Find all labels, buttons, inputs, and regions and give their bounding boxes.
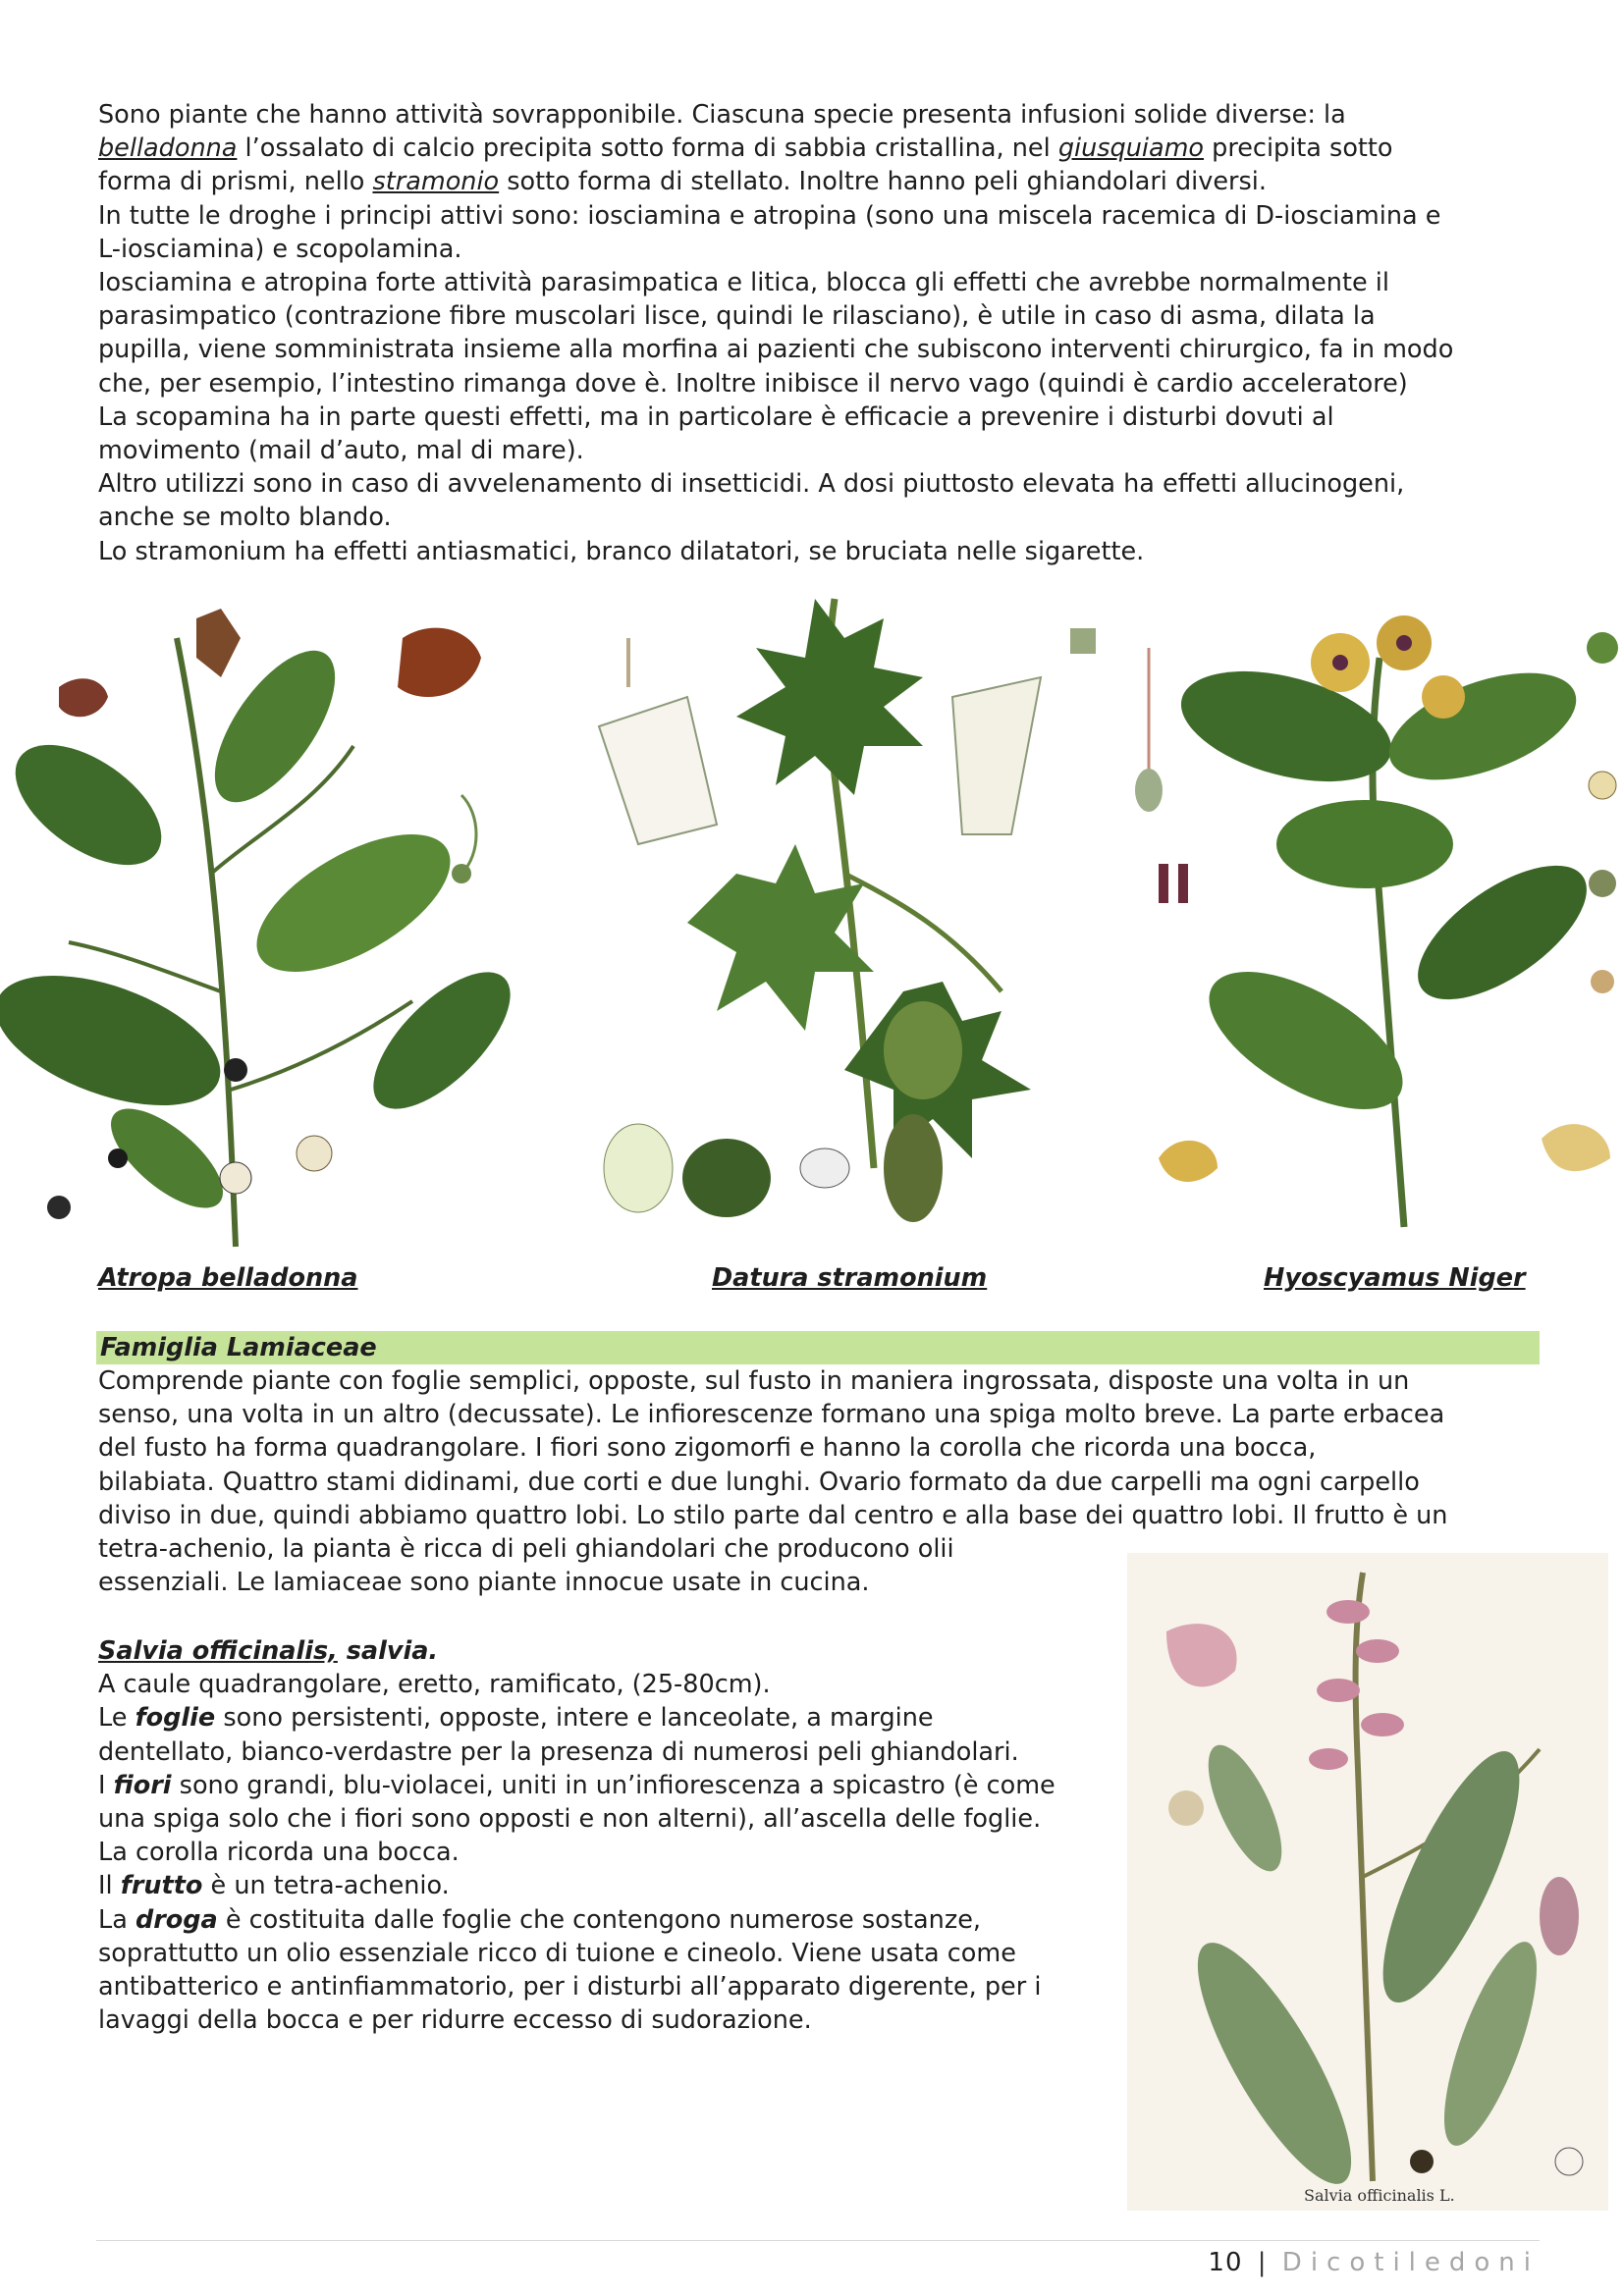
lamiaceae-line: bilabiata. Quattro stami didinami, due corti e due lunghi. Ovario formato da due carpelli ma ogni carpello [98, 1467, 1420, 1497]
salvia-plate-label: Salvia officinalis L. [1304, 2186, 1455, 2205]
salvia-title [98, 1634, 1110, 1668]
salvia-line: soprattutto un olio essenziale ricco di tuione e cineolo. Viene usata come [98, 1938, 1016, 1968]
caption-belladonna: Atropa belladonna [98, 1263, 358, 1293]
intro-line: pupilla, viene somministrata insieme alla morfina ai pazienti che subiscono interventi chirurgico, fa in modo [98, 335, 1454, 365]
caption-datura: Datura stramonium [712, 1263, 988, 1293]
footer-separator: | [1257, 2248, 1268, 2277]
salvia-text: è costituita dalle foglie che contengono numerose sostanze, [217, 1904, 981, 1935]
lamiaceae-line: Comprende piante con foglie semplici, opposte, sul fusto in maniera ingrossata, disposte una volta in un [98, 1366, 1410, 1396]
stramonio-link: stramonio [372, 167, 500, 197]
salvia-line [98, 1769, 1110, 1802]
intro-line: Iosciamina e atropina forte attività parasimpatica e litica, blocca gli effetti che avrebbe normalmente il [98, 268, 1389, 298]
page-footer [1208, 2248, 1540, 2277]
salvia-line [98, 1869, 1110, 1902]
lamiaceae-line: del fusto ha forma quadrangolare. I fiori sono zigomorfi e hanno la corolla che ricorda una bocca, [98, 1433, 1317, 1464]
belladonna-link: belladonna [98, 133, 238, 164]
intro-line: parasimpatico (contrazione fibre muscolari lisce, quindi le rilasciano), è utile in caso di asma, dilata la [98, 301, 1376, 332]
salvia-line: lavaggi della bocca e per ridurre eccesso di sudorazione. [98, 2005, 812, 2036]
lamiaceae-line: senso, una volta in un altro (decussate). Le infiorescenze formano una spiga molto breve. La parte erbacea [98, 1400, 1445, 1430]
intro-line: anche se molto blando. [98, 503, 392, 533]
hyoscyamus-illustration [1129, 579, 1624, 1256]
lamiaceae-line: tetra-achenio, la pianta è ricca di peli ghiandolari che producono olii [98, 1534, 954, 1565]
caption-hyoscyamus: Hyoscyamus Niger [1264, 1263, 1526, 1293]
intro-line: Lo stramonium ha effetti antiasmatici, branco dilatatori, se bruciata nelle sigarette. [98, 536, 1145, 566]
keyword-fiori: fiori [113, 1770, 172, 1800]
salvia-title-common: salvia. [337, 1636, 439, 1666]
salvia-text: Le [98, 1703, 135, 1734]
salvia-line [98, 1903, 1110, 1937]
keyword-droga: droga [135, 1904, 218, 1935]
intro-line: L-iosciamina) e scopolamina. [98, 234, 462, 264]
intro-line: movimento (mail d’auto, mal di mare). [98, 436, 584, 466]
salvia-line: La corolla ricorda una bocca. [98, 1838, 460, 1868]
salvia-paragraph [98, 1634, 1110, 2037]
datura-illustration [579, 579, 1110, 1256]
belladonna-illustration [0, 579, 550, 1256]
salvia-title-name: Salvia officinalis, [98, 1636, 338, 1666]
intro-line: Sono piante che hanno attività sovrapponibile. Ciascuna specie presenta infusioni solide diverse: la [98, 100, 1346, 130]
keyword-frutto: frutto [120, 1871, 203, 1901]
keyword-foglie: foglie [135, 1703, 216, 1734]
footer-section-title: Dicotiledoni [1281, 2248, 1540, 2277]
salvia-text: La [98, 1904, 135, 1935]
salvia-text: sono persistenti, opposte, intere e lanceolate, a margine [215, 1703, 934, 1734]
intro-paragraph [98, 98, 1542, 568]
section-heading-lamiaceae: Famiglia Lamiaceae [96, 1331, 1540, 1364]
intro-text: precipita sotto [1204, 133, 1393, 164]
intro-text: sotto forma di stellato. Inoltre hanno peli ghiandolari diversi. [499, 167, 1268, 197]
page-number: 10 [1208, 2248, 1243, 2277]
intro-line: Altro utilizzi sono in caso di avvelenamento di insetticidi. A dosi piuttosto elevata ha effetti allucinogeni, [98, 469, 1405, 500]
intro-line [98, 165, 1542, 198]
salvia-line: dentellato, bianco-verdastre per la presenza di numerosi peli ghiandolari. [98, 1736, 1019, 1767]
footer-divider [96, 2240, 1540, 2241]
salvia-line: A caule quadrangolare, eretto, ramificato, (25-80cm). [98, 1670, 771, 1700]
salvia-text: Il [98, 1871, 121, 1901]
intro-line: che, per esempio, l’intestino rimanga dove è. Inoltre inibisce il nervo vago (quindi è cardio acceleratore) [98, 368, 1408, 399]
botanical-plates [0, 579, 1624, 1256]
intro-text: l’ossalato di calcio precipita sotto forma di sabbia cristallina, nel [237, 133, 1058, 164]
salvia-text: I [98, 1770, 114, 1800]
giusquiamo-link: giusquiamo [1057, 133, 1205, 164]
lamiaceae-line: diviso in due, quindi abbiamo quattro lobi. Lo stilo parte dal centro e alla base dei quattro lobi. Il frutto è un [98, 1500, 1448, 1530]
salvia-line: una spiga solo che i fiori sono opposti e non alterni), all’ascella delle foglie. [98, 1804, 1042, 1835]
salvia-line: antibatterico e antinfiammatorio, per i disturbi all’apparato digerente, per i [98, 1972, 1042, 2002]
intro-line [98, 132, 1542, 165]
intro-line: La scopamina ha in parte questi effetti, ma in particolare è efficacie a prevenire i disturbi dovuti al [98, 401, 1334, 432]
lamiaceae-line: essenziali. Le lamiaceae sono piante innocue usate in cucina. [98, 1568, 870, 1598]
salvia-line [98, 1701, 1110, 1735]
intro-text: forma di prismi, nello [98, 167, 373, 197]
intro-line: In tutte le droghe i principi attivi sono: iosciamina e atropina (sono una miscela racemica di D-iosciamina e [98, 200, 1441, 231]
salvia-text: è un tetra-achenio. [202, 1871, 450, 1901]
salvia-illustration [1127, 1553, 1608, 2211]
salvia-text: sono grandi, blu-violacei, uniti in un’infiorescenza a spicastro (è come [171, 1770, 1056, 1800]
